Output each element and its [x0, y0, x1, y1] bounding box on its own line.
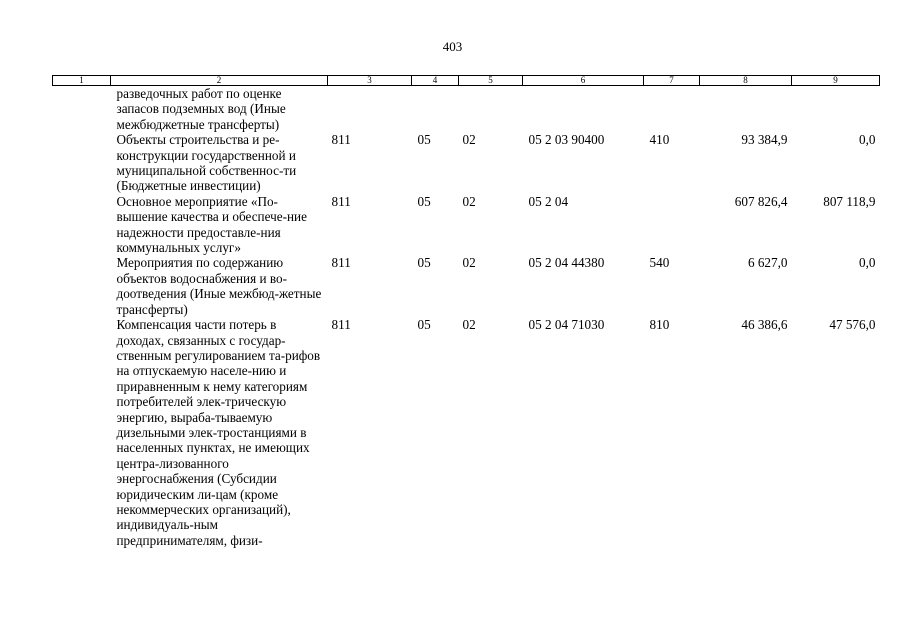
row-sum-2: 0,0: [859, 132, 876, 148]
column-header-8: 8: [700, 76, 792, 86]
row-ved: [328, 86, 412, 133]
column-header-2: 2: [111, 76, 328, 86]
row-csr: [523, 86, 644, 133]
table-row: [53, 132, 880, 194]
column-header-6: 6: [523, 76, 644, 86]
column-header-7: 7: [644, 76, 700, 86]
column-header-1: 1: [53, 76, 111, 86]
row-name: Основное мероприятие «По-вышение качества и обеспече-ние надежности предоставле-ния коммунальных услуг»: [116, 193, 307, 256]
table-row: [53, 255, 880, 317]
row-vr: 540: [649, 255, 670, 271]
row-pr: [459, 86, 523, 133]
row-pr: 02: [462, 193, 476, 209]
row-sum-2: 807 118,9: [823, 193, 876, 209]
row-vr: [644, 86, 700, 133]
table-row: [53, 317, 880, 548]
row-ved: 811: [331, 132, 351, 148]
row-vr: 410: [649, 132, 670, 148]
row-sum-1: 6 627,0: [747, 255, 788, 271]
column-header-3: 3: [328, 76, 412, 86]
row-ved: 811: [331, 193, 351, 209]
row-ved: 811: [331, 317, 351, 333]
row-rz: [412, 86, 459, 133]
column-header-5: 5: [459, 76, 523, 86]
table-row: [53, 86, 880, 133]
row-ved: 811: [331, 255, 351, 271]
row-vr: [644, 194, 700, 256]
row-sum-2: 47 576,0: [829, 317, 876, 333]
row-csr: 05 2 03 90400: [528, 132, 605, 148]
row-name: Мероприятия по содержанию объектов водоснабжения и во-доотведения (Иные межбюд-жетные трансферты): [116, 255, 322, 317]
column-header-4: 4: [412, 76, 459, 86]
row-pr: 02: [462, 317, 476, 333]
row-pr: 02: [462, 255, 476, 271]
row-sum-1: 93 384,9: [741, 132, 788, 148]
column-number-header: [53, 76, 880, 86]
row-rz: 05: [417, 317, 431, 333]
row-name: разведочных работ по оценке запасов подземных вод (Иные межбюджетные трансферты): [116, 86, 286, 132]
row-rz: 05: [417, 193, 431, 209]
row-sum-2: [792, 86, 880, 133]
page-number: 403: [442, 39, 463, 54]
budget-table: [52, 75, 880, 548]
column-header-9: 9: [792, 76, 880, 86]
row-sum-1: [700, 86, 792, 133]
row-sum-1: 607 826,4: [734, 193, 788, 209]
row-pr: 02: [462, 132, 476, 148]
row-csr: 05 2 04 44380: [528, 255, 605, 271]
row-rz: 05: [417, 132, 431, 148]
table-row: [53, 194, 880, 256]
row-vr: 810: [649, 317, 670, 333]
row-csr: 05 2 04: [528, 193, 569, 209]
row-rz: 05: [417, 255, 431, 271]
row-sum-1: 46 386,6: [741, 317, 788, 333]
row-name: Компенсация части потерь в доходах, связанных с государ-ственным регулированием та-рифов на отпускаемую населе-нию и приравненным к нему категориям потребителей элек-трическую энергию, вырaба-тываемую дизельными элек-тростанциями в населенных пунктах, не имеющих центра-лизованного энергоснабжения (Субсидии юридическим ли-цам (кроме некоммерческих организаций), индивидуаль-ным предпринимателям, физи-: [116, 317, 321, 548]
row-csr: 05 2 04 71030: [528, 317, 605, 333]
row-name: Объекты строительства и ре-конструкции государственной и муниципальной собственнос-ти (Бюджетные инвестиции): [116, 132, 297, 194]
row-sum-2: 0,0: [859, 255, 876, 271]
